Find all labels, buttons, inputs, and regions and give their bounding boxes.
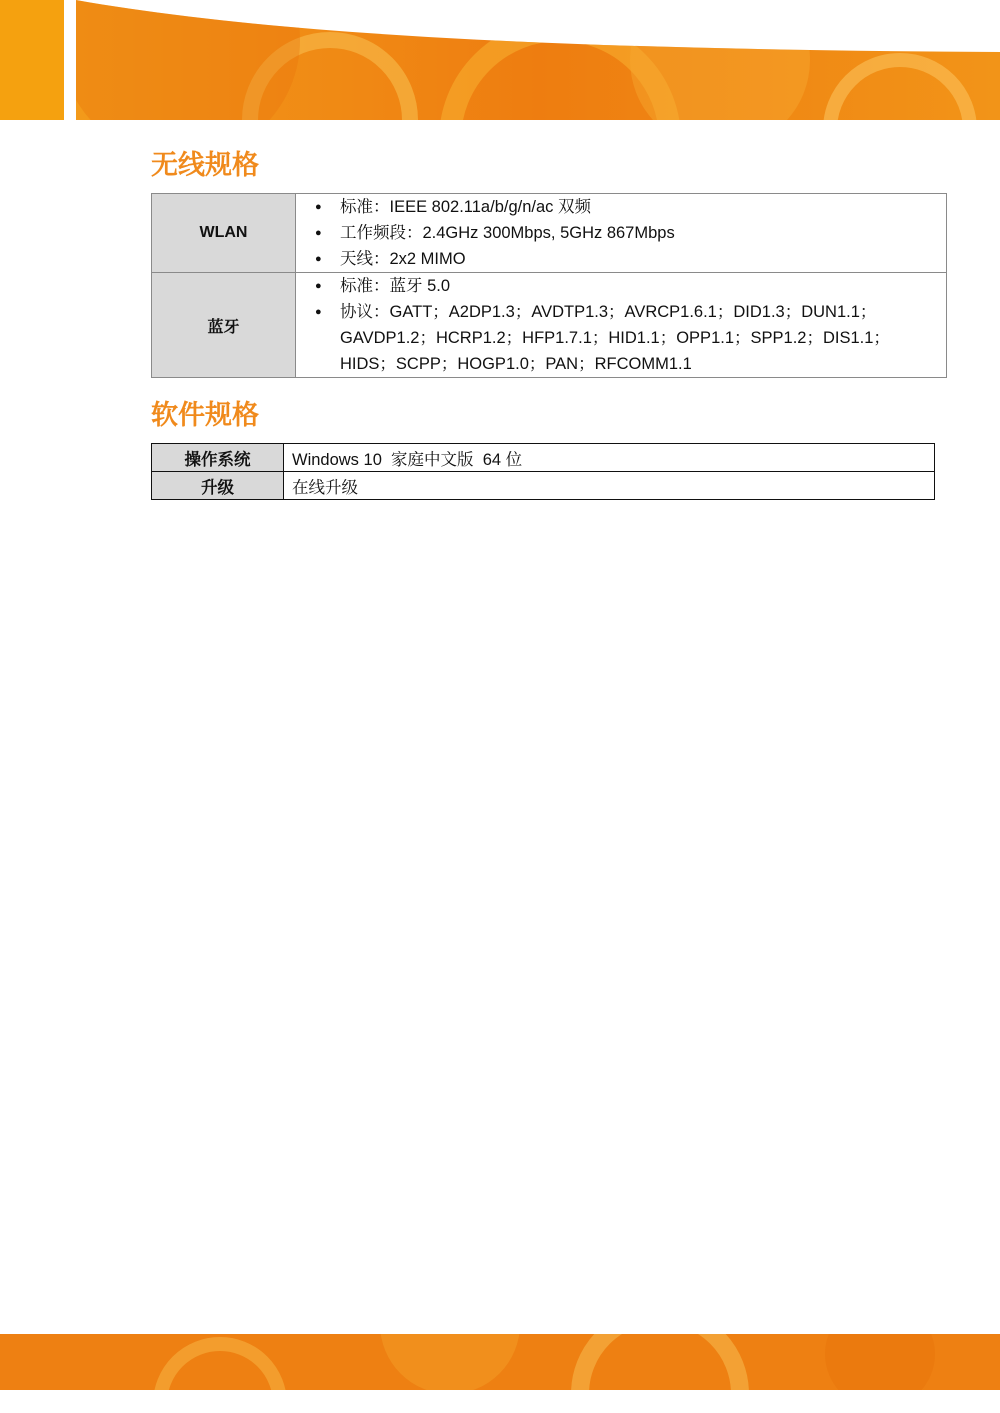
footer-decoration	[0, 1334, 1000, 1390]
spec-list	[306, 273, 938, 377]
spec-list	[306, 194, 938, 272]
wireless-spec-table	[151, 193, 947, 378]
spec-text: 天线：2x2 MIMO	[340, 250, 466, 268]
spec-content	[296, 194, 947, 273]
software-value: Windows 10 家庭中文版 64 位	[284, 444, 935, 472]
software-row	[152, 472, 935, 500]
section-title-wireless: 无线规格	[151, 150, 259, 180]
bullet-icon: ●	[315, 201, 322, 213]
bullet-icon: ●	[315, 306, 322, 318]
spec-list-item	[306, 194, 938, 220]
spec-row	[152, 273, 947, 378]
software-value: 在线升级	[284, 472, 935, 500]
spec-row	[152, 194, 947, 273]
spec-list-item	[306, 220, 938, 246]
software-label: 升级	[152, 472, 284, 500]
spec-text: 协议：GATT；A2DP1.3；AVDTP1.3；AVRCP1.6.1；DID1.3；DUN1.1；GAVDP1.2；HCRP1.2；HFP1.7.1；HID1.1；OPP1.1；SPP1.2；DIS1.1；HIDS；SCPP；HOGP1.0；PAN；RFCOMM1.1	[340, 303, 890, 373]
section-title-software: 软件规格	[151, 400, 259, 430]
spec-text: 标准：IEEE 802.11a/b/g/n/ac 双频	[340, 198, 591, 216]
bullet-icon: ●	[315, 253, 322, 265]
bullet-icon: ●	[315, 280, 322, 292]
software-spec-table	[151, 443, 935, 500]
bullet-icon: ●	[315, 227, 322, 239]
spec-label: WLAN	[152, 194, 296, 273]
software-row	[152, 444, 935, 472]
spec-text: 标准：蓝牙 5.0	[340, 277, 451, 295]
header-decoration	[0, 0, 1000, 120]
spec-content	[296, 273, 947, 378]
spec-label: 蓝牙	[152, 273, 296, 378]
spec-text: 工作频段：2.4GHz 300Mbps, 5GHz 867Mbps	[340, 224, 675, 242]
software-label: 操作系统	[152, 444, 284, 472]
spec-list-item	[306, 273, 938, 299]
spec-list-item	[306, 246, 938, 272]
spec-list-item	[306, 299, 938, 377]
